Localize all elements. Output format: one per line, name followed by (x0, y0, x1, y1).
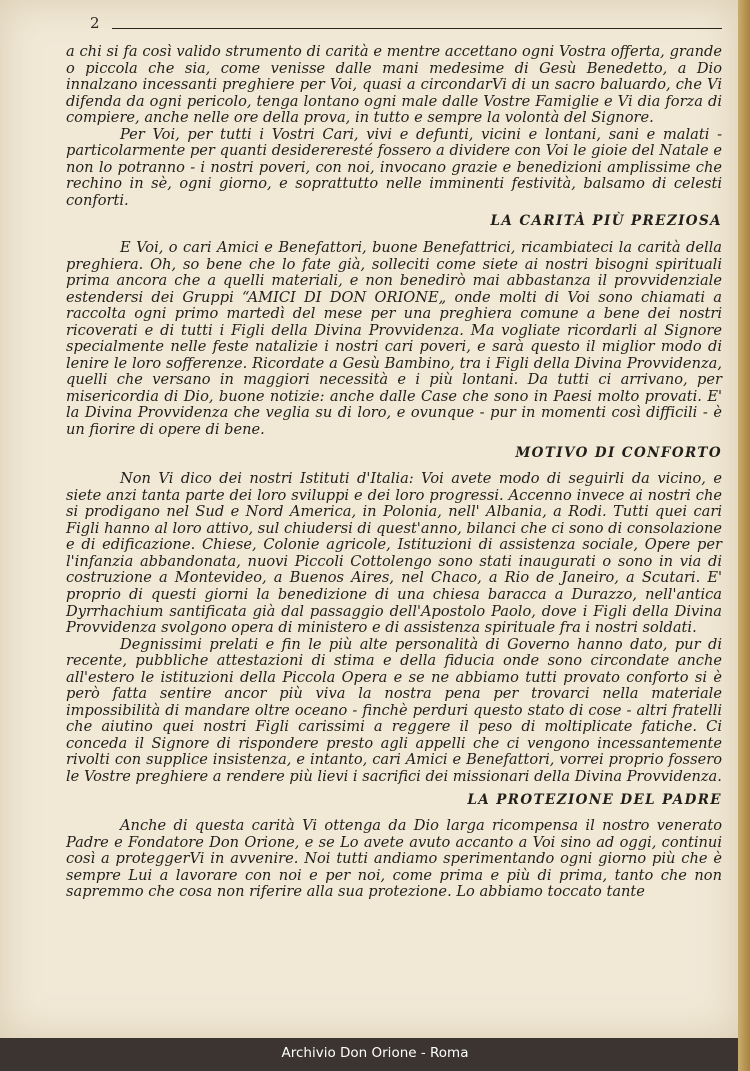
archive-footer: Archivio Don Orione - Roma (281, 1045, 469, 1061)
section-heading: MOTIVO DI CONFORTO (515, 444, 722, 461)
paragraph: Per Voi, per tutti i Vostri Cari, vivi e defunti, vicini e lontani, sani e malati - particolarmente per quanti desidereresté fossero a dividere con Voi le gioie del Natale e non lo potranno - i nostri poveri, con noi, invocano grazie e benedizioni amplissime che rechino in sè, ogni giorno, e soprattutto nelle imminenti festività, balsamo di celesti conforti. (66, 125, 722, 209)
article-body (66, 44, 722, 901)
paragraph: E Voi, o cari Amici e Benefattori, buone Benefattrici, ricambiateci la carità della preghiera. Oh, so bene che lo fate già, solleciti come siete ai nostri bisogni spirituali prima ancora che a quelli materiali, e non benedirò mai abbastanza il provvidenziale estendersi dei Gruppi “AMICI DI DON ORIONE„ onde molti di Voi sono chiamati a raccolta ogni primo martedì del mese per una preghiera comune a bene dei nostri ricoverati e di tutti i Figli della Divina Provvidenza. Ma vogliate ricordarli al Signore specialmente nelle feste natalizie i nostri cari poveri, e sarà questo il miglior modo di lenire le loro sofferenze. Ricordate a Gesù Bambino, tra i Figli della Divina Provvidenza, quelli che versano in maggiori necessità e i più lontani. Da tutti ci arrivano, per misericordia di Dio, buone notizie: anche dalle Case che sono in Paesi molto provati. E' la Divina Provvidenza che veglia su di loro, e ovunque - pur in momenti così difficili - è un fiorire di opere di bene. (66, 239, 722, 439)
paragraph: Anche di questa carità Vi ottenga da Dio larga ricompensa il nostro venerato Padre e Fondatore Don Orione, e se Lo avete avuto accanto a Voi sino ad oggi, continui così a proteggerVi in avvenire. Noi tutti andiamo sperimentando ogni giorno più che è sempre Lui a lavorare con noi e per noi, come prima e più di prima, tanto che non sapremmo che cosa non riferire alla sua protezione. Lo abbiamo toccato tante (66, 817, 722, 901)
header-rule (112, 28, 722, 29)
page-edge (738, 0, 750, 1071)
page-number: 2 (90, 14, 100, 32)
section-heading: LA PROTEZIONE DEL PADRE (467, 791, 722, 808)
paragraph: Non Vi dico dei nostri Istituti d'Italia: Voi avete modo di seguirli da vicino, e siete anzi tanta parte dei loro sviluppi e dei loro progressi. Accenno invece ai nostri che si prodigano nel Sud e Nord America, in Polonia, nell' Albania, a Rodi. Tutti quei cari Figli hanno al loro attivo, sul chiudersi di quest'anno, bilanci che ci sono di consolazione e di edificazione. Chiese, Colonie agricole, Istituzioni di assistenza sociale, Opere per l'infanzia abbandonata, nuovi Piccoli Cottolengo sono stati inaugurati o sono in via di costruzione a Montevideo, a Buenos Aires, nel Chaco, a Rio de Janeiro, a Scutari. E' proprio di questi giorni la benedizione di una chiesa baracca a Durazzo, nell'antica Dyrrhachium santificata già dal passaggio dell'Apostolo Paolo, dove i Figli della Divina Provvidenza svolgono opera di ministero e di assistenza spirituale fra i nostri soldati. (66, 470, 722, 637)
section-heading: LA CARITÀ PIÙ PREZIOSA (490, 213, 722, 230)
paragraph: a chi si fa così valido strumento di carità e mentre accettano ogni Vostra offerta, grande o piccola che sia, come venisse dalle mani medesime di Gesù Benedetto, a Dio innalzano incessanti preghiere per Voi, quasi a circondarVi di un sacro baluardo, che Vi difenda da ogni pericolo, tenga lontano ogni male dalle Vostre Famiglie e Vi dia forza di compiere, anche nelle ore della prova, in tutto e sempre la volontà del Signore. (66, 43, 722, 127)
paragraph: Degnissimi prelati e fin le più alte personalità di Governo hanno dato, pur di recente, pubbliche attestazioni di stima e della fiducia onde sono circondate anche all'estero le istituzioni della Piccola Opera e se ne abbiamo tutti provato conforto si è però fatta sentire ancor più viva la nostra pena per trovarci nella materiale impossibilità di mandare oltre oceano - finchè perduri questo stato di cose - altri fratelli che aiutino quei nostri Figli carissimi a reggere il peso di moltiplicate fatiche. Ci conceda il Signore di rispondere presto agli appelli che ci vengono incessantemente rivolti con supplice insistenza, e intanto, cari Amici e Benefattori, vorrei proprio fossero le Vostre preghiere a rendere più lievi i sacrifici dei missionari della Divina Provvidenza. (66, 635, 722, 785)
